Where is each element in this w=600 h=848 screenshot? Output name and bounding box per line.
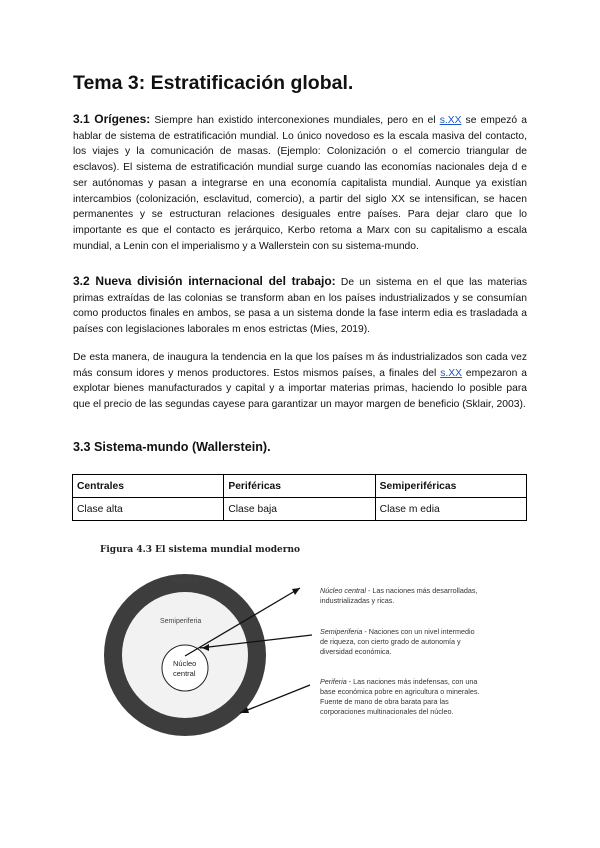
figure-caption: Figura 4.3 El sistema mundial moderno: [100, 545, 301, 555]
note-periphery-line-3: Fuente de mano de obra barata para las: [320, 697, 449, 706]
note-semi-line-1: Semiperiferia - Naciones con un nivel intermedio: [320, 627, 475, 636]
table-cell: Clase alta: [73, 498, 224, 521]
table-header-cell: Centrales: [73, 475, 224, 498]
note-semi-line-2: de riqueza, con cierto grado de autonomía y: [320, 637, 461, 646]
section-2-paragraph: [73, 274, 527, 338]
table-cell: Clase m edia: [375, 498, 526, 521]
section-1-paragraph: [73, 112, 527, 254]
section-2-paragraph-2: [73, 350, 527, 413]
section-1-heading: 3.1 Orígenes:: [73, 112, 151, 126]
section-2-text: De un sistema en el que las materias primas extraídas de las colonias se transform aban en los países industrializados y se consumían como productos finales en ambos, se pasa a un sistema donde la fase interm edia es trasladada a países con legislaciones laborales m enos estrictas (Mies, 2019).: [73, 277, 527, 336]
stratification-table: [72, 474, 527, 521]
core-label-2: central: [173, 669, 196, 678]
table-header-row: [73, 475, 527, 498]
section-1-text-b: se empezó a hablar de sistema de estratificación mundial. Lo único novedoso es la escala masiva del contacto, los viajes y la comunicación de masas. (Ejemplo: Colonización o el comercio triangular de esclavos). El sistema de estratificación mundial surge cuando las economías nacionales deja d e ser autónomas y pasan a integrarse en una economía capitalista mundial. Aunque ya existían intercambios (colonización, esclavitud, comercio), a partir del siglo XX se intensifican, se hacen permanentes y se estructuran relaciones desiguales entre países. Para dejar claro que lo importante es que el contacto es jerárquico, Kerbo retoma a Marx con su capitalismo a escala mundial, a Lenin con el imperialismo y a Wallerstein con su sistema-mundo.: [73, 115, 527, 252]
note-core-line-2: industrializadas y ricas.: [320, 596, 395, 605]
note-periphery-line-1: Periferia - Las naciones más indefensas, con una: [320, 677, 478, 686]
world-system-figure: [90, 538, 530, 738]
semiperiphery-label: Semiperiferia: [160, 618, 202, 625]
sxx-link[interactable]: s.XX: [439, 115, 462, 126]
page-title: Tema 3: Estratificación global.: [73, 72, 354, 94]
note-periphery-line-4: corporaciones multinacionales del núcleo.: [320, 707, 454, 716]
section-2-heading: 3.2 Nueva división internacional del trabajo:: [73, 274, 336, 288]
core-label-1: Núcleo: [173, 659, 197, 668]
section-2-text-d: empezaron a explotar bienes manufacturados y capital y a importar materias primas, haciendo lo posible para que el precio de las segundas cayese para garantizar un mayor margen de beneficio (Sklair, 2003).: [73, 367, 527, 411]
table-header-cell: Semiperiféricas: [375, 475, 526, 498]
note-semi-line-3: diversidad económica.: [320, 647, 392, 656]
sxx-link-2[interactable]: s.XX: [440, 367, 462, 379]
table-cell: Clase baja: [224, 498, 375, 521]
table-row: [73, 498, 527, 521]
table-header-cell: Periféricas: [224, 475, 375, 498]
core-circle: [162, 645, 208, 691]
section-2-text-c: De esta manera, de inaugura la tendencia en la que los países m ás industrializados son cada vez más consum idores y menos productores. Estos mismos países, a finales del: [73, 352, 527, 379]
section-3-heading: 3.3 Sistema-mundo (Wallerstein).: [73, 440, 271, 454]
note-periphery-line-2: base económica pobre en agricultura o minerales.: [320, 687, 480, 696]
note-core-line-1: Núcleo central - Las naciones más desarrolladas,: [320, 586, 478, 595]
periphery-label: Periferia: [172, 578, 199, 585]
section-1-text-a: Siempre han existido interconexiones mundiales, pero en el: [150, 115, 440, 126]
